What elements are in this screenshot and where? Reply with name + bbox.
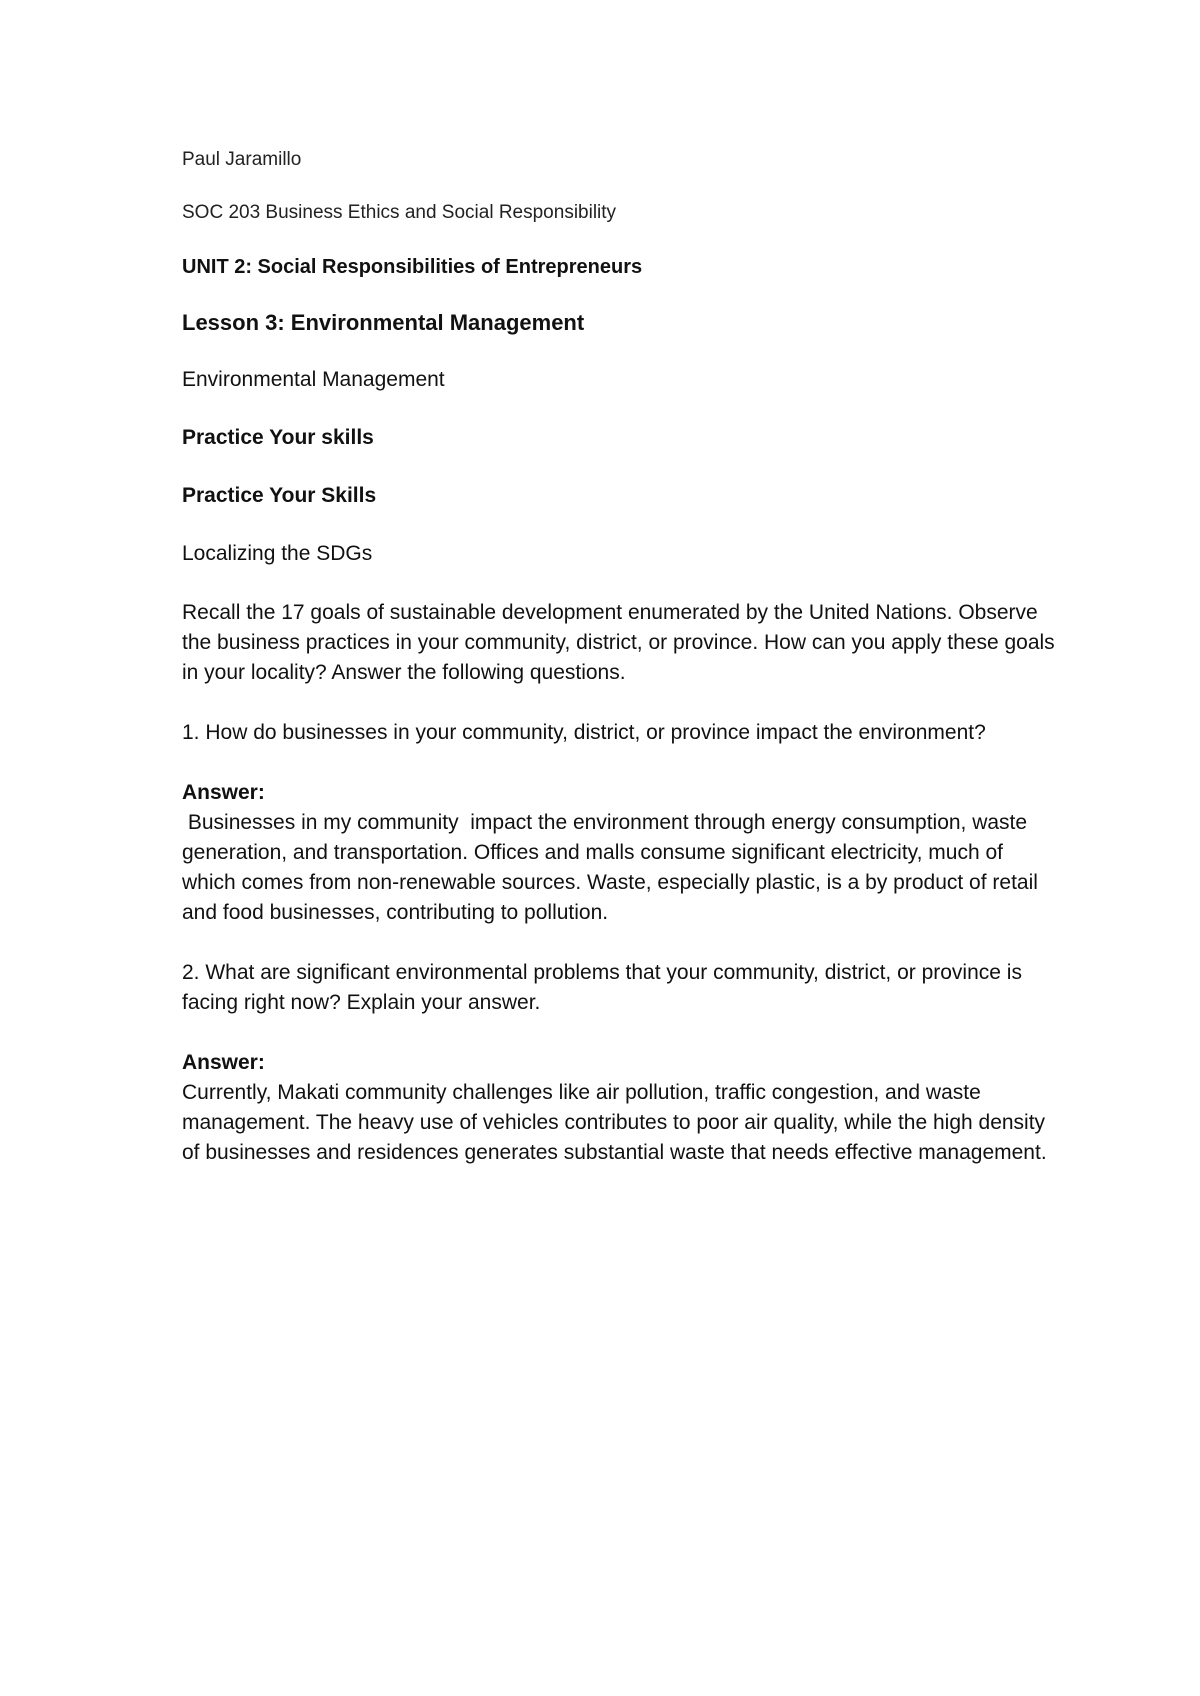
lesson-heading: Lesson 3: Environmental Management	[182, 310, 585, 335]
practice-heading-2: Practice Your Skills	[182, 484, 377, 507]
answer-label-1: Answer:	[182, 781, 265, 804]
question-1: 1. How do businesses in your community, district, or province impact the environment?	[182, 721, 986, 744]
answer-1: Businesses in my community impact the environment through energy consumption, waste generation, and transportation. Offices and malls consume significant electricity, much of which comes from non-renewable sources. Waste, especially plastic, is a by product of retail and food businesses, contributing to pollution.	[182, 811, 1044, 924]
question-2: 2. What are significant environmental problems that your community, district, or province is facing right now? Explain your answer.	[182, 961, 1022, 1014]
author-name: Paul Jaramillo	[182, 149, 302, 170]
unit-heading: UNIT 2: Social Responsibilities of Entrepreneurs	[182, 256, 643, 278]
document-body	[182, 148, 1062, 1198]
answer-label-2: Answer:	[182, 1051, 265, 1074]
practice-heading-1: Practice Your skills	[182, 426, 374, 449]
activity-title: Localizing the SDGs	[182, 542, 373, 565]
instructions-paragraph: Recall the 17 goals of sustainable development enumerated by the United Nations. Observe the business practices in your community, district, or province. How can you apply these goals in your locality? Answer the following questions.	[182, 601, 1055, 684]
topic-title: Environmental Management	[182, 368, 445, 391]
course-title: SOC 203 Business Ethics and Social Responsibility	[182, 202, 617, 223]
answer-2: Currently, Makati community challenges like air pollution, traffic congestion, and waste management. The heavy use of vehicles contributes to poor air quality, while the high density of businesses and residences generates substantial waste that needs effective management.	[182, 1081, 1047, 1164]
